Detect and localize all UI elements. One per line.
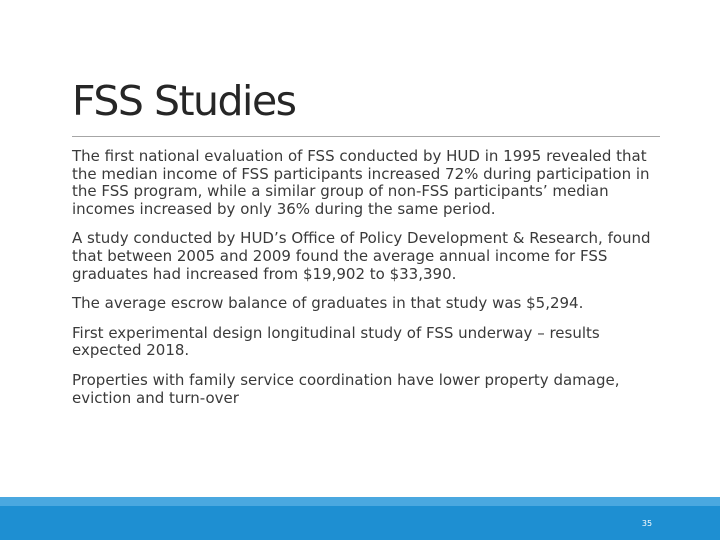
page-number: 35 [641, 519, 653, 528]
slide-body [72, 148, 662, 419]
footer-bar [0, 497, 720, 540]
body-paragraph-5: Properties with family service coordination have lower property damage, eviction and turn-over [72, 370, 620, 407]
body-paragraph-4: First experimental design longitudinal study of FSS underway – results expected 2018. [72, 323, 600, 360]
body-paragraph-2: A study conducted by HUD’s Office of Policy Development & Research, found that between 2005 and 2009 found the average annual income for FSS graduates had increased from $19,902 to $33,390. [72, 229, 651, 283]
body-paragraph-3: The average escrow balance of graduates in that study was $5,294. [72, 294, 584, 313]
title-divider [72, 136, 660, 137]
slide-title: FSS Studies [72, 77, 296, 125]
body-paragraph-1: The first national evaluation of FSS conducted by HUD in 1995 revealed that the median income of FSS participants increased 72% during participation in the FSS program, while a similar group of non-FSS participants’ median incomes increased by only 36% during the same period. [72, 147, 650, 218]
